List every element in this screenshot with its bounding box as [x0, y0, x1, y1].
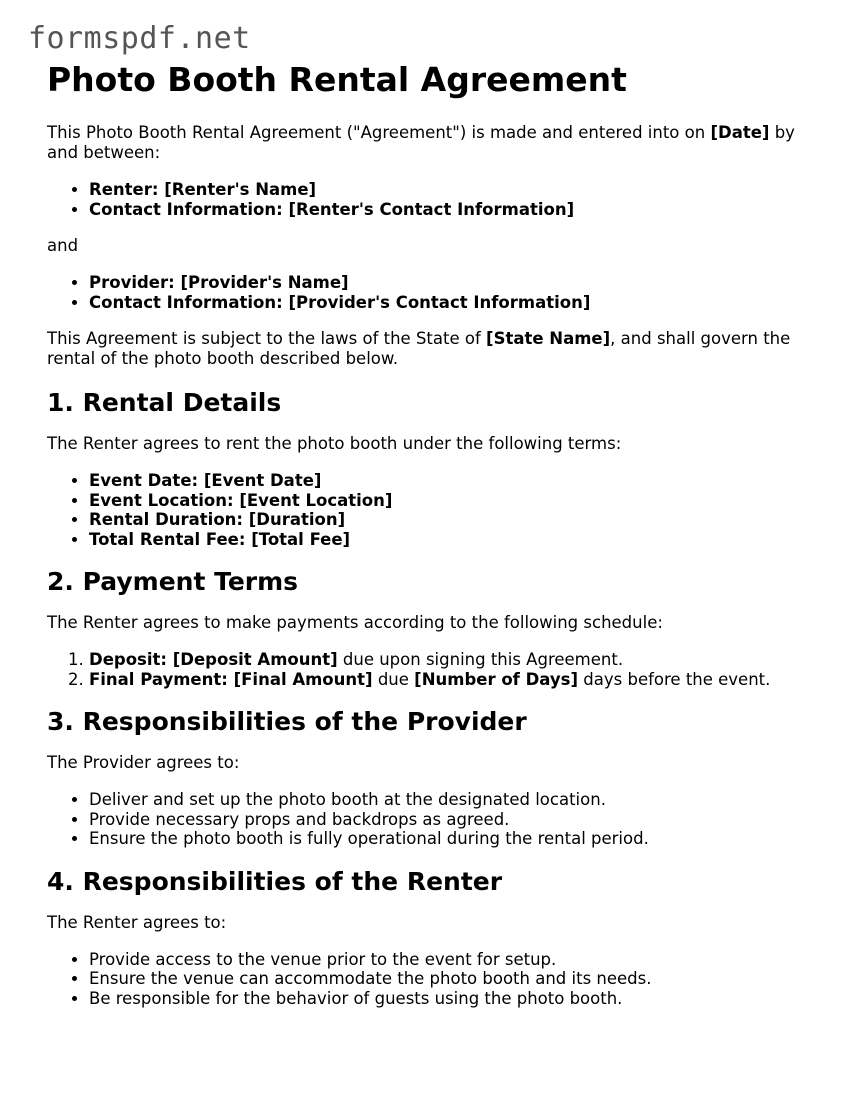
intro-text-before: This Photo Booth Rental Agreement ("Agreement") is made and entered into on	[47, 123, 711, 142]
deposit-text: due upon signing this Agreement.	[337, 650, 624, 669]
list-item: • Provide necessary props and backdrops as agreed.	[89, 810, 817, 830]
final-payment-label: Final Payment: [Final Amount]	[89, 669, 373, 689]
payment-schedule-list	[47, 650, 817, 689]
total-fee-line: Total Rental Fee: [Total Fee]	[89, 529, 351, 549]
section-heading-renter-responsibilities: 4. Responsibilities of the Renter	[47, 866, 503, 896]
section-heading-payment-terms: 2. Payment Terms	[47, 567, 299, 596]
list-item	[89, 510, 817, 530]
renter-name-line: Renter: [Renter's Name]	[89, 180, 317, 199]
intro-paragraph	[47, 123, 817, 163]
rental-details-list	[47, 471, 817, 549]
renter-party-list	[47, 180, 817, 219]
list-item	[89, 650, 817, 670]
list-item	[89, 200, 817, 220]
list-item: • Be responsible for the behavior of guests using the photo booth.	[89, 989, 817, 1009]
state-name-placeholder: [State Name]	[486, 329, 611, 348]
final-payment-text: days before the event.	[578, 669, 771, 689]
section-heading-rental-details: 1. Rental Details	[47, 388, 282, 417]
renter-contact-line: Contact Information: [Renter's Contact Information]	[89, 199, 575, 219]
list-item	[89, 293, 817, 313]
list-item	[89, 670, 817, 690]
renter-responsibilities-list	[47, 950, 817, 1009]
document-page	[47, 60, 817, 1008]
provider-name-line: Provider: [Provider's Name]	[89, 273, 349, 292]
list-item: • Ensure the venue can accommodate the photo booth and its needs.	[89, 969, 817, 989]
provider-contact-line: Contact Information: [Provider's Contact Information]	[89, 292, 591, 312]
provider-responsibilities-list	[47, 790, 817, 849]
list-item: • Ensure the photo booth is fully operational during the rental period.	[89, 829, 817, 849]
list-item: • Deliver and set up the photo booth at the designated location.	[89, 790, 817, 810]
list-item	[89, 471, 817, 491]
list-item	[89, 180, 817, 200]
watermark-text: formspdf.net	[28, 21, 251, 56]
rental-details-intro: The Renter agrees to rent the photo booth under the following terms:	[47, 434, 622, 453]
list-item: • Provide access to the venue prior to the event for setup.	[89, 950, 817, 970]
rental-duration-line: Rental Duration: [Duration]	[89, 510, 346, 529]
deposit-label: Deposit: [Deposit Amount]	[89, 650, 338, 669]
payment-terms-intro: The Renter agrees to make payments according to the following schedule:	[47, 613, 663, 632]
agreement-date-placeholder: [Date]	[710, 123, 770, 142]
provider-responsibilities-intro: The Provider agrees to:	[47, 753, 240, 772]
governing-law-paragraph	[47, 329, 817, 369]
final-payment-mid: due	[372, 669, 415, 689]
provider-party-list	[47, 273, 817, 312]
event-location-line: Event Location: [Event Location]	[89, 490, 393, 510]
and-text: and	[47, 236, 79, 255]
intro-text-after: by and between:	[47, 123, 795, 162]
list-item	[89, 273, 817, 293]
event-date-line: Event Date: [Event Date]	[89, 471, 322, 490]
list-item	[89, 491, 817, 511]
law-text-before: This Agreement is subject to the laws of the State of	[47, 329, 487, 348]
renter-responsibilities-intro: The Renter agrees to:	[47, 912, 227, 932]
section-heading-provider-responsibilities: 3. Responsibilities of the Provider	[47, 707, 527, 736]
document-title: Photo Booth Rental Agreement	[47, 60, 627, 99]
number-of-days-placeholder: [Number of Days]	[414, 669, 579, 689]
law-text-after: , and shall govern the rental of the photo booth described below.	[47, 329, 791, 368]
list-item	[89, 530, 817, 550]
